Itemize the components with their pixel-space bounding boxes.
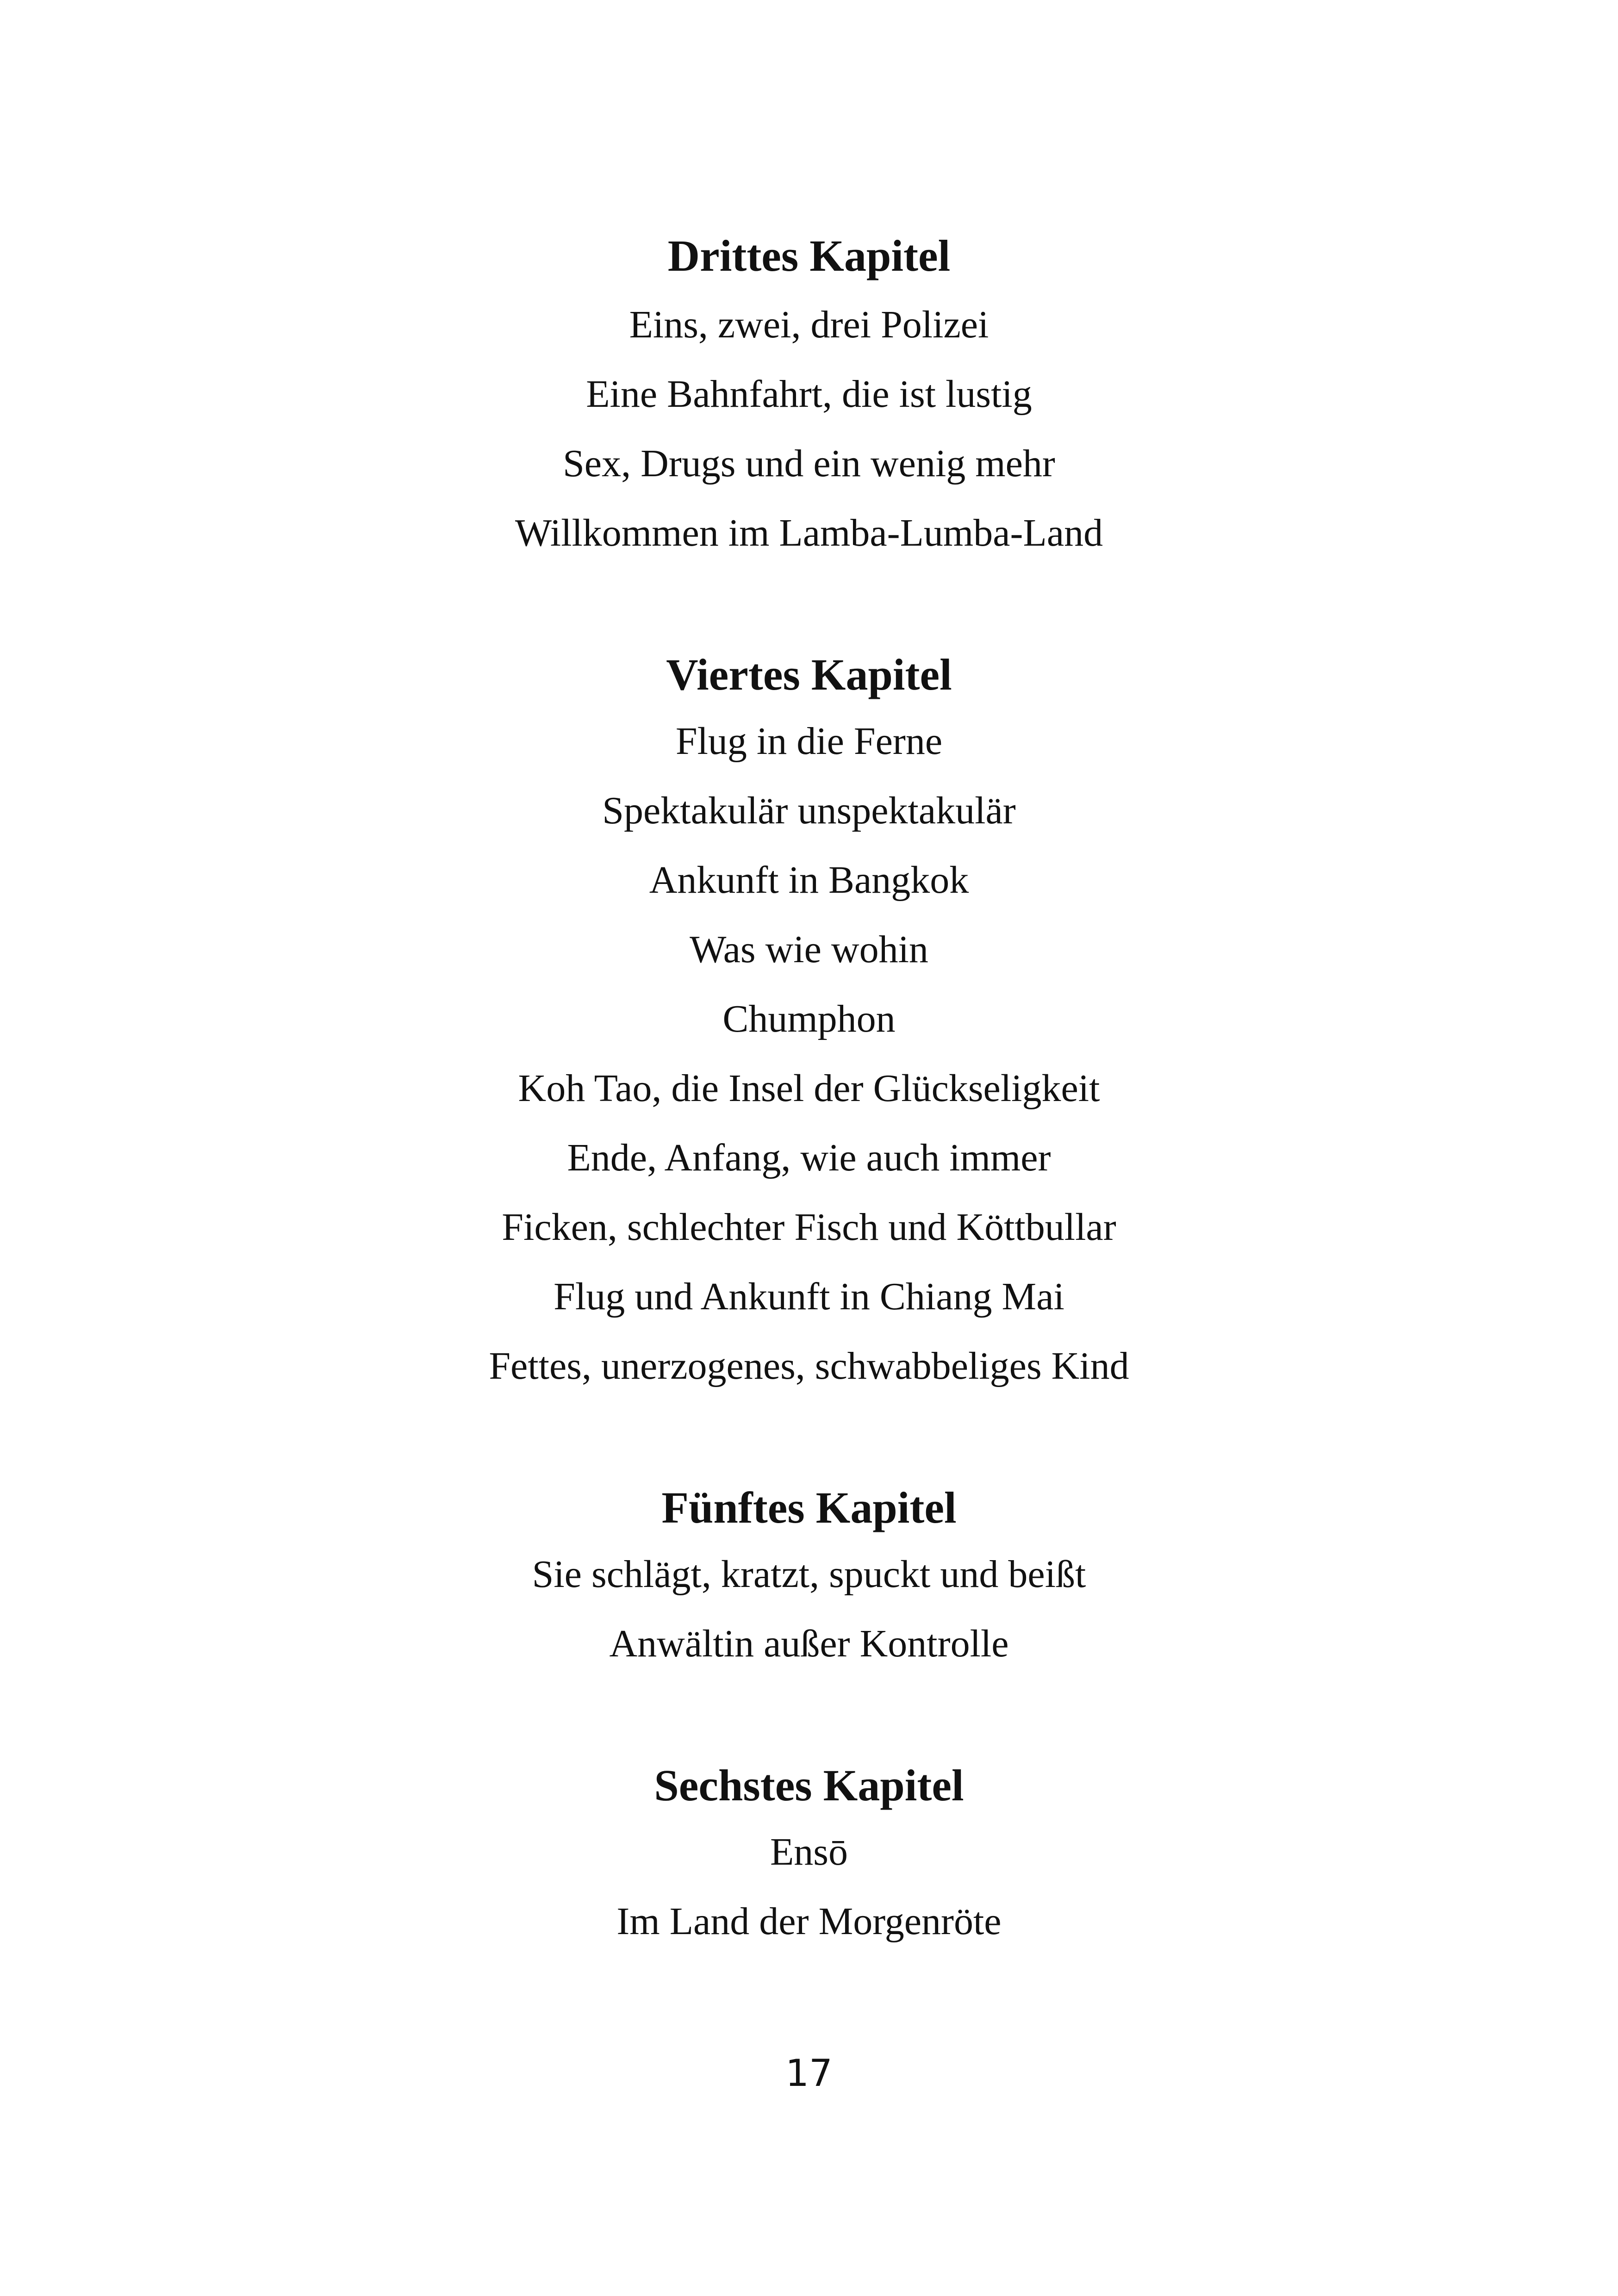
toc-entry: Anwältin außer Kontrolle (609, 1622, 1009, 1665)
toc-entry: Sie schlägt, kratzt, spuckt und beißt (532, 1553, 1086, 1596)
toc-entry: Im Land der Morgenröte (616, 1900, 1002, 1943)
toc-entry: Koh Tao, die Insel der Glückseligkeit (518, 1067, 1100, 1110)
chapter-heading: Fünftes Kapitel (661, 1483, 957, 1532)
toc-entry: Was wie wohin (690, 928, 928, 971)
toc-entry: Ende, Anfang, wie auch immer (567, 1136, 1051, 1179)
toc-entry: Ensō (770, 1830, 848, 1873)
toc-entry: Ankunft in Bangkok (649, 859, 969, 902)
chapter-heading: Viertes Kapitel (666, 650, 952, 699)
toc-entry: Spektakulär unspektakulär (602, 789, 1016, 832)
toc-entry: Fettes, unerzogenes, schwabbeliges Kind (489, 1344, 1129, 1388)
chapter-heading: Drittes Kapitel (667, 231, 951, 280)
toc-entry: Willkommen im Lamba-Lumba-Land (515, 511, 1103, 554)
toc-entry: Eine Bahnfahrt, die ist lustig (586, 373, 1032, 416)
toc-entry: Flug und Ankunft in Chiang Mai (554, 1275, 1064, 1318)
toc-entry: Eins, zwei, drei Polizei (629, 303, 989, 346)
toc-entry: Flug in die Ferne (675, 720, 943, 763)
toc-entry: Sex, Drugs und ein wenig mehr (563, 442, 1055, 485)
toc-entry: Ficken, schlechter Fisch und Köttbullar (502, 1206, 1116, 1249)
page-number: 17 (785, 2052, 833, 2095)
toc-entry: Chumphon (722, 997, 896, 1040)
chapter-heading: Sechstes Kapitel (654, 1761, 964, 1810)
